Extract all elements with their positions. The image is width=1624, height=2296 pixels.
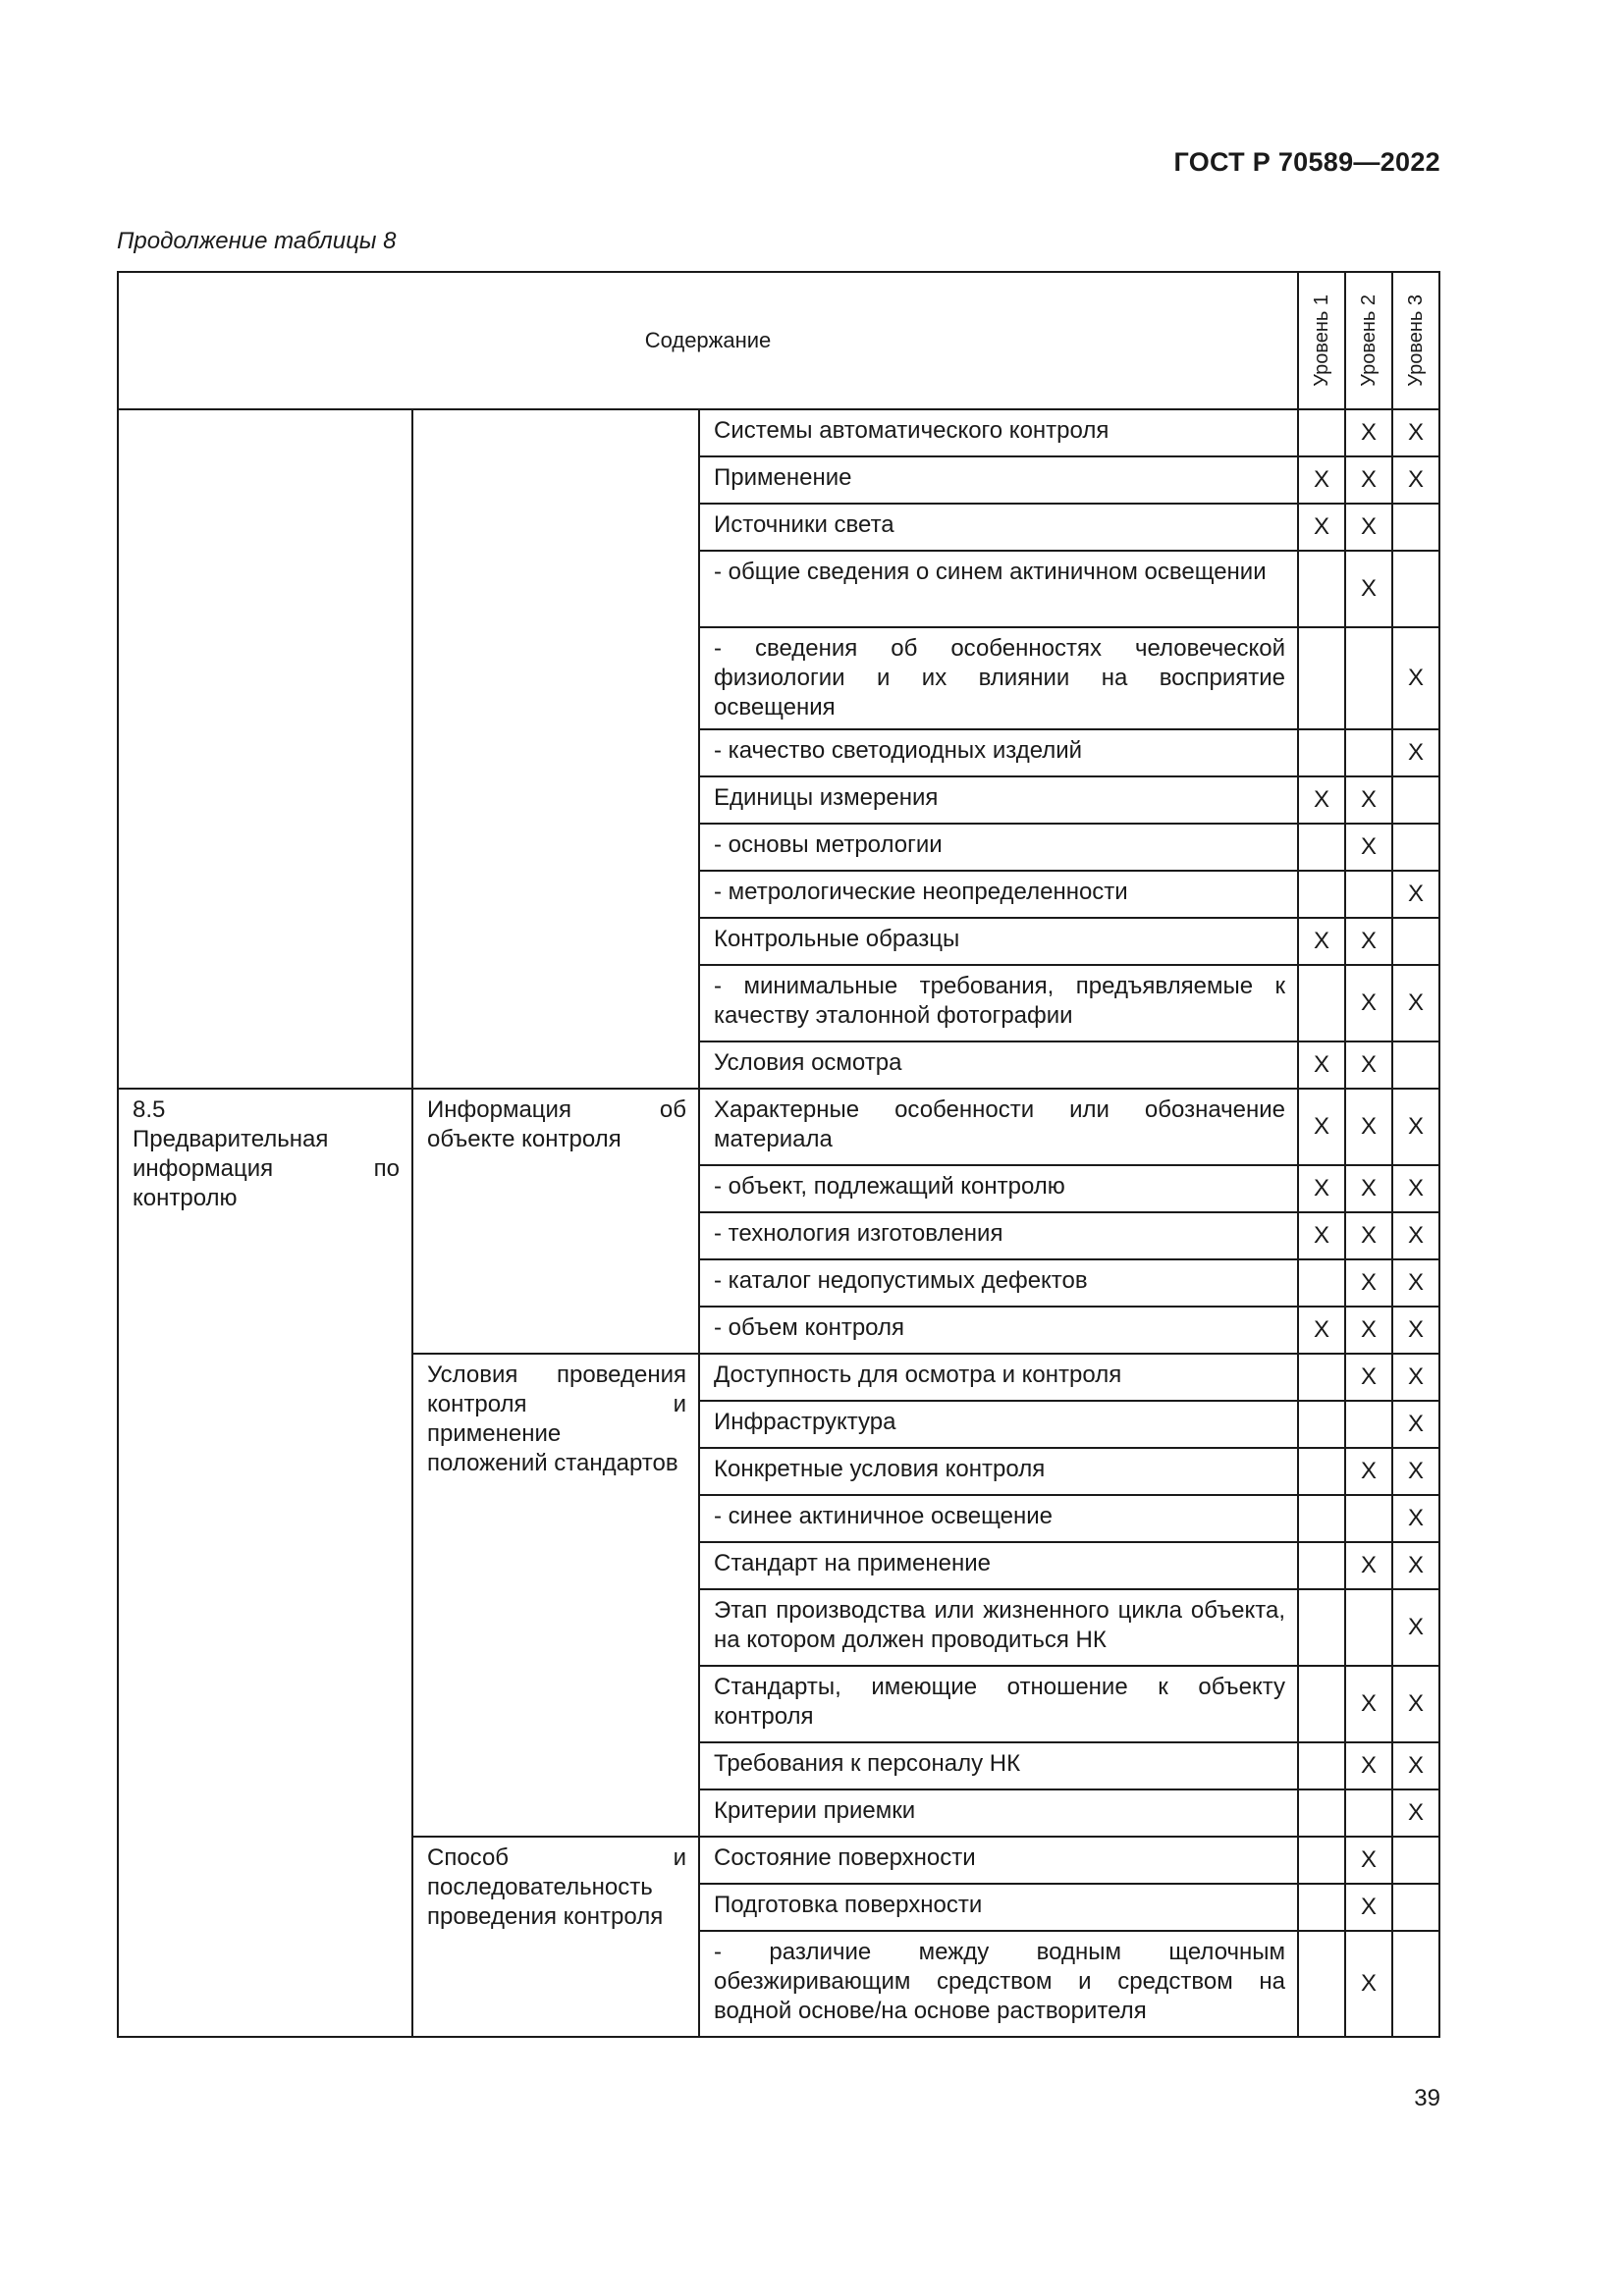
item-text: - каталог недопустимых дефектов (699, 1259, 1298, 1307)
header-level-1: Уровень 1 (1298, 272, 1345, 409)
level-2-mark: X (1345, 1931, 1392, 2037)
item-text: Конкретные условия контроля (699, 1448, 1298, 1495)
subsection-cell-empty (412, 409, 699, 1089)
subsection-cell: Способ и последовательность проведения контроля (412, 1837, 699, 2037)
level-1-mark (1298, 871, 1345, 918)
level-1-mark: X (1298, 1041, 1345, 1089)
section-cell (118, 1089, 412, 2037)
level-1-mark (1298, 409, 1345, 456)
level-2-mark: X (1345, 1089, 1392, 1165)
level-2-mark: X (1345, 456, 1392, 504)
level-1-mark: X (1298, 1089, 1345, 1165)
level-2-mark: X (1345, 1307, 1392, 1354)
level-2-mark: X (1345, 1448, 1392, 1495)
level-3-mark (1392, 918, 1439, 965)
item-text: Единицы измерения (699, 776, 1298, 824)
level-3-mark: X (1392, 1448, 1439, 1495)
header-level-3: Уровень 3 (1392, 272, 1439, 409)
item-text: Подготовка поверхности (699, 1884, 1298, 1931)
level-1-mark: X (1298, 456, 1345, 504)
level-3-mark: X (1392, 1212, 1439, 1259)
level-2-mark: X (1345, 1742, 1392, 1789)
item-text: - основы метрологии (699, 824, 1298, 871)
level-3-mark: X (1392, 1259, 1439, 1307)
level-3-mark: X (1392, 1789, 1439, 1837)
level-2-mark: X (1345, 918, 1392, 965)
level-1-mark (1298, 1837, 1345, 1884)
item-text: - различие между водным щелочным обезжиривающим средством и средством на водной основе/на основе растворителя (699, 1931, 1298, 2037)
level-3-mark: X (1392, 1589, 1439, 1666)
level-1-mark (1298, 1354, 1345, 1401)
level-3-mark (1392, 1931, 1439, 2037)
level-3-mark: X (1392, 729, 1439, 776)
item-text: Стандарты, имеющие отношение к объекту контроля (699, 1666, 1298, 1742)
level-2-mark: X (1345, 1542, 1392, 1589)
level-1-mark (1298, 1259, 1345, 1307)
level-3-mark (1392, 551, 1439, 627)
level-2-mark: X (1345, 1884, 1392, 1931)
level-1-mark (1298, 1884, 1345, 1931)
level-1-mark (1298, 1931, 1345, 2037)
level-1-mark (1298, 1666, 1345, 1742)
item-text: - синее актиничное освещение (699, 1495, 1298, 1542)
item-text: - объем контроля (699, 1307, 1298, 1354)
item-text: Условия осмотра (699, 1041, 1298, 1089)
level-1-mark (1298, 627, 1345, 729)
table-caption: Продолжение таблицы 8 (117, 228, 397, 254)
item-text: Доступность для осмотра и контроля (699, 1354, 1298, 1401)
level-3-mark: X (1392, 1666, 1439, 1742)
level-2-mark (1345, 627, 1392, 729)
level-1-mark (1298, 1542, 1345, 1589)
level-3-mark: X (1392, 1742, 1439, 1789)
table-row (118, 1089, 1439, 1165)
level-1-mark (1298, 1401, 1345, 1448)
page-number: 39 (1414, 2085, 1440, 2111)
level-2-mark: X (1345, 776, 1392, 824)
level-2-mark: X (1345, 1259, 1392, 1307)
item-text: Состояние поверхности (699, 1837, 1298, 1884)
item-text: - метрологические неопределенности (699, 871, 1298, 918)
level-2-mark (1345, 1401, 1392, 1448)
level-3-mark (1392, 504, 1439, 551)
level-3-mark (1392, 1884, 1439, 1931)
item-text: Источники света (699, 504, 1298, 551)
level-1-mark: X (1298, 918, 1345, 965)
table-header-row (118, 272, 1439, 409)
item-text: Контрольные образцы (699, 918, 1298, 965)
level-1-mark: X (1298, 1165, 1345, 1212)
level-2-mark: X (1345, 409, 1392, 456)
item-text: Системы автоматического контроля (699, 409, 1298, 456)
item-text: Требования к персоналу НК (699, 1742, 1298, 1789)
document-id: ГОСТ Р 70589—2022 (1173, 147, 1440, 177)
level-2-mark: X (1345, 1165, 1392, 1212)
level-2-mark: X (1345, 504, 1392, 551)
level-3-mark (1392, 824, 1439, 871)
level-1-mark (1298, 965, 1345, 1041)
level-2-mark: X (1345, 551, 1392, 627)
level-3-mark (1392, 776, 1439, 824)
level-2-mark: X (1345, 1041, 1392, 1089)
item-text: - минимальные требования, предъявляемые к качеству эталонной фотографии (699, 965, 1298, 1041)
item-text: Стандарт на применение (699, 1542, 1298, 1589)
level-1-mark (1298, 1495, 1345, 1542)
level-2-mark (1345, 1589, 1392, 1666)
table-body (118, 409, 1439, 2037)
level-3-mark: X (1392, 1307, 1439, 1354)
item-text: - объект, подлежащий контролю (699, 1165, 1298, 1212)
section-title: Предварительная информация по контролю (133, 1126, 400, 1211)
level-3-mark: X (1392, 409, 1439, 456)
item-text: Инфраструктура (699, 1401, 1298, 1448)
level-2-mark: X (1345, 1666, 1392, 1742)
section-number: 8.5 (133, 1096, 166, 1123)
level-2-mark: X (1345, 1837, 1392, 1884)
level-3-mark: X (1392, 1089, 1439, 1165)
section-cell-empty (118, 409, 412, 1089)
level-1-mark (1298, 1448, 1345, 1495)
level-1-mark (1298, 1742, 1345, 1789)
level-2-mark: X (1345, 824, 1392, 871)
level-3-mark (1392, 1837, 1439, 1884)
item-text: Критерии приемки (699, 1789, 1298, 1837)
item-text: - технология изготовления (699, 1212, 1298, 1259)
level-3-mark: X (1392, 871, 1439, 918)
subsection-cell: Информация об объекте контроля (412, 1089, 699, 1354)
level-2-mark: X (1345, 1354, 1392, 1401)
level-2-mark (1345, 1495, 1392, 1542)
item-text: - общие сведения о синем актиничном освещении (699, 551, 1298, 627)
level-1-mark: X (1298, 504, 1345, 551)
level-3-mark: X (1392, 1401, 1439, 1448)
subsection-cell: Условия проведения контроля и применение положений стандартов (412, 1354, 699, 1837)
item-text: Этап производства или жизненного цикла объекта, на котором должен проводиться НК (699, 1589, 1298, 1666)
level-3-mark: X (1392, 965, 1439, 1041)
level-3-mark (1392, 1041, 1439, 1089)
level-1-mark (1298, 824, 1345, 871)
header-level-2: Уровень 2 (1345, 272, 1392, 409)
header-content: Содержание (118, 272, 1298, 409)
level-1-mark: X (1298, 1212, 1345, 1259)
item-text: - сведения об особенностях человеческой физиологии и их влиянии на восприятие освещения (699, 627, 1298, 729)
level-1-mark: X (1298, 1307, 1345, 1354)
level-2-mark (1345, 871, 1392, 918)
level-3-mark: X (1392, 456, 1439, 504)
level-1-mark (1298, 1589, 1345, 1666)
level-3-mark: X (1392, 627, 1439, 729)
level-1-mark (1298, 551, 1345, 627)
level-2-mark (1345, 729, 1392, 776)
item-text: Характерные особенности или обозначение материала (699, 1089, 1298, 1165)
level-1-mark (1298, 1789, 1345, 1837)
level-2-mark: X (1345, 1212, 1392, 1259)
level-3-mark: X (1392, 1495, 1439, 1542)
table-row (118, 409, 1439, 456)
level-3-mark: X (1392, 1354, 1439, 1401)
level-2-mark: X (1345, 965, 1392, 1041)
content-table (117, 271, 1440, 2038)
item-text: - качество светодиодных изделий (699, 729, 1298, 776)
level-2-mark (1345, 1789, 1392, 1837)
level-3-mark: X (1392, 1542, 1439, 1589)
level-1-mark (1298, 729, 1345, 776)
item-text: Применение (699, 456, 1298, 504)
level-1-mark: X (1298, 776, 1345, 824)
level-3-mark: X (1392, 1165, 1439, 1212)
